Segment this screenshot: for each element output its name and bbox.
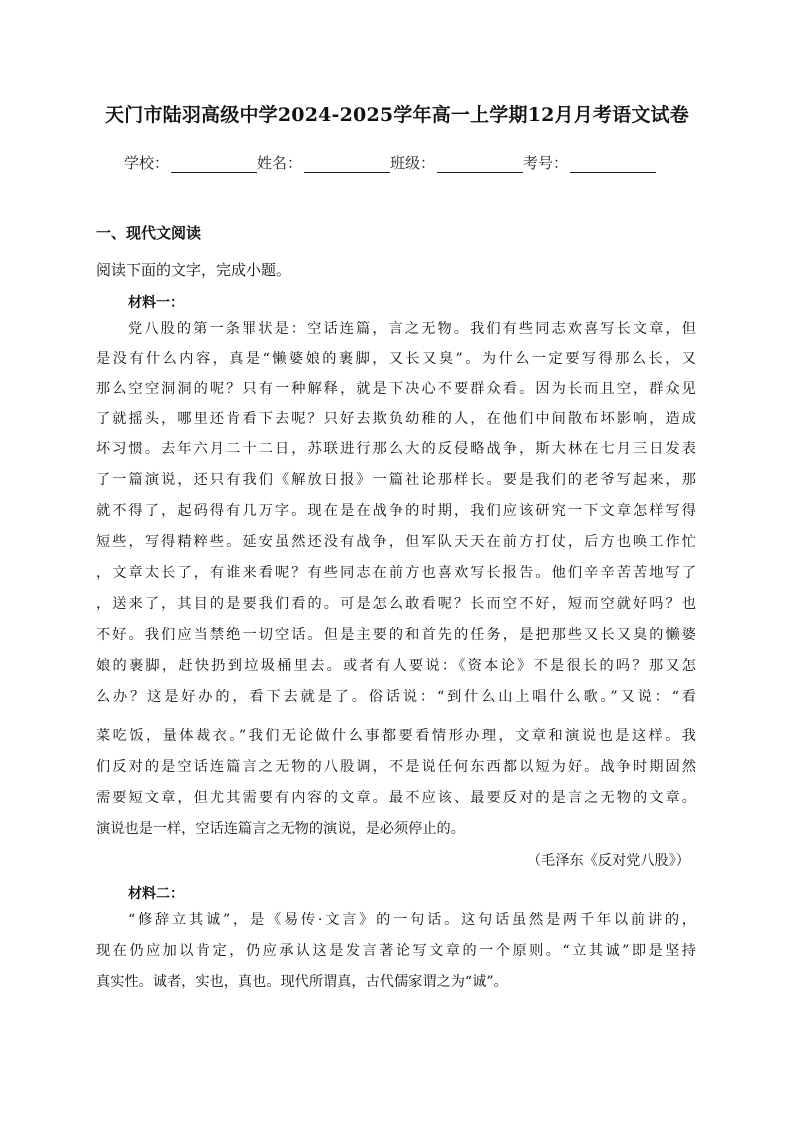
material-1-line: 了一篇演说，还只有我们《解放日报》一篇社论那样长。要是我们的老爷写起来，那 <box>96 472 696 488</box>
material-1-line: 党八股的第一条罪状是：空话连篇，言之无物。我们有些同志欢喜写长文章，但 <box>128 321 696 337</box>
material-1-line: 那么空空洞洞的呢？只有一种解释，就是下决心不要群众看。因为长而且空，群众见 <box>96 381 696 397</box>
material-1-line: 不好。我们应当禁绝一切空话。但是主要的和首先的任务，是把那些又长又臭的懒婆 <box>96 627 696 643</box>
exam-number-label: 考号： <box>523 154 569 172</box>
material-1-line: 需要短文章，但尤其需要有内容的文章。最不应该、最要反对的是言之无物的文章。 <box>96 790 696 806</box>
exam-title: 天门市陆羽高级中学2024-2025学年高一上学期12月月考语文试卷 <box>105 104 689 126</box>
material-2-heading: 材料二： <box>128 886 184 902</box>
class-blank[interactable] <box>437 156 523 173</box>
exam-number-blank[interactable] <box>570 156 656 173</box>
name-blank[interactable] <box>304 156 390 173</box>
material-1-line: 们反对的是空话连篇言之无物的八股调，不是说任何东西都以短为好。战争时期固然 <box>96 759 696 775</box>
material-1-line: 娘的裹脚，赶快扔到垃圾桶里去。或者有人要说：《资本论》不是很长的吗？那又怎 <box>96 658 696 674</box>
material-1-line: 么办？这是好办的，看下去就是了。俗话说：“到什么山上唱什么歌。”又说：“看 <box>96 689 696 705</box>
material-1-line: 短些，写得精粹些。延安虽然还没有战争，但军队天天在前方打仗，后方也唤工作忙 <box>96 534 696 550</box>
material-1-line: 演说也是一样，空话连篇言之无物的演说，是必须停止的。 <box>96 821 465 837</box>
material-1-line: 是没有什么内容，真是“懒婆娘的裹脚，又长又臭”。为什么一定要写得那么长，又 <box>96 351 696 367</box>
class-label: 班级： <box>390 154 436 172</box>
school-blank[interactable] <box>171 156 257 173</box>
material-2-line: 现在仍应加以肯定，仍应承认这是发言著论写文章的一个原则。“立其诚”即是坚持 <box>96 943 696 959</box>
material-2-line: 真实性。诚者，实也，真也。现代所谓真，古代儒家谓之为“诚”。 <box>96 974 508 990</box>
instruction-text: 阅读下面的文字，完成小题。 <box>96 261 292 279</box>
material-1-line: 菜吃饭，量体裁衣。”我们无论做什么事都要看情形办理，文章和演说也是这样。我 <box>96 728 696 744</box>
material-1-line: ，送来了，其目的是要我们看的。可是怎么敢看呢？长而空不好，短而空就好吗？也 <box>96 596 696 612</box>
material-2-line: “修辞立其诚”，是《易传·文言》的一句话。这句话虽然是两千年以前讲的， <box>128 912 696 928</box>
material-1-line: 就不得了，起码得有几万字。现在是在战争的时期，我们应该研究一下文章怎样写得 <box>96 503 696 519</box>
school-label: 学校： <box>124 154 170 172</box>
material-1-line: 坏习惯。去年六月二十二日，苏联进行那么大的反侵略战争，斯大林在七月三日发表 <box>96 441 696 457</box>
material-1-line: 了就摇头，哪里还肯看下去呢？只好去欺负幼稚的人，在他们中间散布坏影响，造成 <box>96 411 696 427</box>
section-heading: 一、现代文阅读 <box>96 224 202 242</box>
material-1-heading: 材料一： <box>128 295 184 311</box>
material-1-source: （毛泽东《反对党八股》） <box>526 853 690 869</box>
name-label: 姓名： <box>257 154 303 172</box>
material-1-line: ，文章太长了，有谁来看呢？有些同志在前方也喜欢写长报告。他们辛辛苦苦地写了 <box>96 565 696 581</box>
student-info-row <box>124 152 684 173</box>
